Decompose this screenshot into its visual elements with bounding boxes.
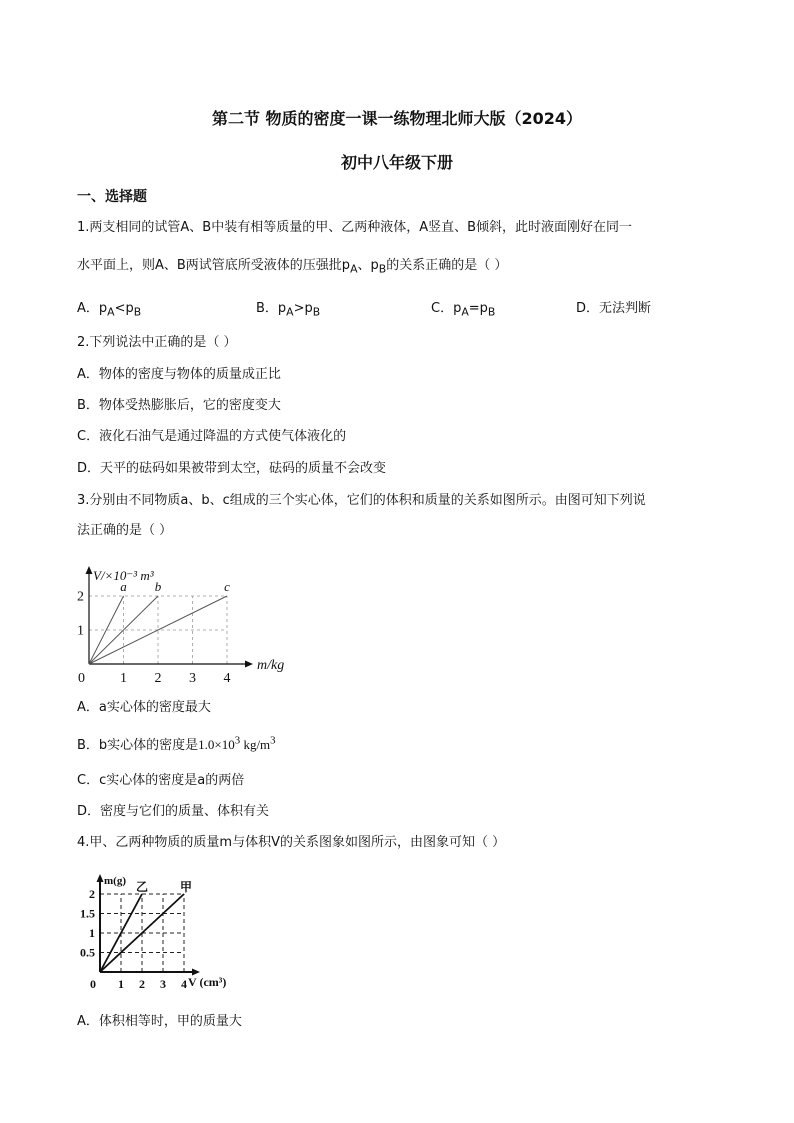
x-tick-label: 2 bbox=[139, 977, 145, 991]
y-tick-label: 2 bbox=[77, 589, 84, 605]
x-tick-label: 3 bbox=[189, 671, 196, 686]
q4-mass-volume-chart bbox=[78, 860, 258, 996]
y-axis-arrow bbox=[86, 566, 93, 574]
q3-stem-line1: 3.分别由不同物质a、b、c组成的三个实心体，它们的体积和质量的关系如图所示。由图可知下列说 bbox=[77, 493, 646, 508]
q1-stem-line1: 1.两支相同的试管A、B中装有相等质量的甲、乙两种液体，A竖直、B倾斜，此时液面刚好在同一 bbox=[77, 220, 633, 235]
document-subtitle: 初中八年级下册 bbox=[340, 153, 453, 172]
x-axis-arrow bbox=[245, 661, 253, 668]
x-tick-label: 3 bbox=[160, 977, 166, 991]
q3-option-d: D．密度与它们的质量、体积有关 bbox=[77, 804, 270, 819]
y-axis-arrow bbox=[97, 874, 104, 882]
x-tick-label: 4 bbox=[223, 671, 231, 686]
origin-label: 0 bbox=[78, 671, 85, 686]
y-tick-label: 1.5 bbox=[80, 906, 95, 921]
series-label: 甲 bbox=[179, 880, 193, 894]
q2-option-d: D．天平的砝码如果被带到太空，砝码的质量不会改变 bbox=[77, 461, 387, 476]
series-line-1 bbox=[89, 596, 124, 664]
series-label: a bbox=[120, 579, 127, 594]
q4-stem: 4.甲、乙两种物质的质量m与体积V的关系图象如图所示，由图象可知（ ） bbox=[77, 835, 506, 850]
x-tick-label: 1 bbox=[118, 977, 124, 991]
origin-label: 0 bbox=[90, 977, 96, 991]
q1-option-a: A．$p_A<p_B$ bbox=[77, 301, 142, 319]
q3-volume-mass-chart bbox=[72, 546, 292, 686]
section-heading: 一、选择题 bbox=[77, 189, 147, 205]
x-axis-title: V (cm³) bbox=[188, 975, 227, 989]
q1-option-c: C．$p_A=p_B$ bbox=[431, 301, 496, 319]
q2-option-c: C．液化石油气是通过降温的方式使气体液化的 bbox=[77, 429, 347, 444]
x-tick-label: 1 bbox=[120, 671, 127, 686]
q3-option-c: C．c实心体的密度是a的两倍 bbox=[77, 773, 245, 788]
y-tick-label: 0.5 bbox=[80, 945, 95, 960]
q3-stem-line2: 法正确的是（ ） bbox=[77, 523, 173, 538]
q1-stem-line2: 水平面上，则A、B两试管底所受液体的压强批$p_A$、$p_B$的关系正确的是（ ） bbox=[77, 258, 508, 276]
document-title: 第二节 物质的密度一课一练物理北师大版（2024） bbox=[211, 109, 583, 128]
series-label: 乙 bbox=[135, 880, 149, 894]
series-label: b bbox=[154, 579, 162, 594]
y-tick-label: 1 bbox=[77, 623, 84, 639]
q1-option-b: B．$p_A>p_B$ bbox=[256, 301, 321, 319]
x-axis-title: m/kg bbox=[257, 658, 285, 673]
y-axis-title: m(g) bbox=[104, 875, 126, 887]
q2-stem: 2.下列说法中正确的是（ ） bbox=[77, 335, 237, 350]
q4-option-a: A．体积相等时，甲的质量大 bbox=[77, 1014, 242, 1029]
x-tick-label: 2 bbox=[154, 671, 162, 686]
q3-option-b: B．b实心体的密度是$1.0\times 10^3$ $kg/m^3$ bbox=[77, 734, 276, 753]
series-line-2 bbox=[89, 596, 158, 664]
q2-option-a: A．物体的密度与物体的质量成正比 bbox=[77, 367, 281, 382]
q2-option-b: B．物体受热膨胀后，它的密度变大 bbox=[77, 398, 281, 413]
q3-option-a: A．a实心体的密度最大 bbox=[77, 700, 211, 715]
q1-option-d: D．无法判断 bbox=[576, 301, 652, 316]
x-tick-label: 4 bbox=[181, 977, 187, 991]
y-tick-label: 2 bbox=[89, 887, 95, 901]
y-axis-title: V/×10⁻³ m³ bbox=[93, 568, 154, 583]
series-label: c bbox=[224, 579, 230, 594]
y-tick-label: 1 bbox=[89, 926, 95, 940]
